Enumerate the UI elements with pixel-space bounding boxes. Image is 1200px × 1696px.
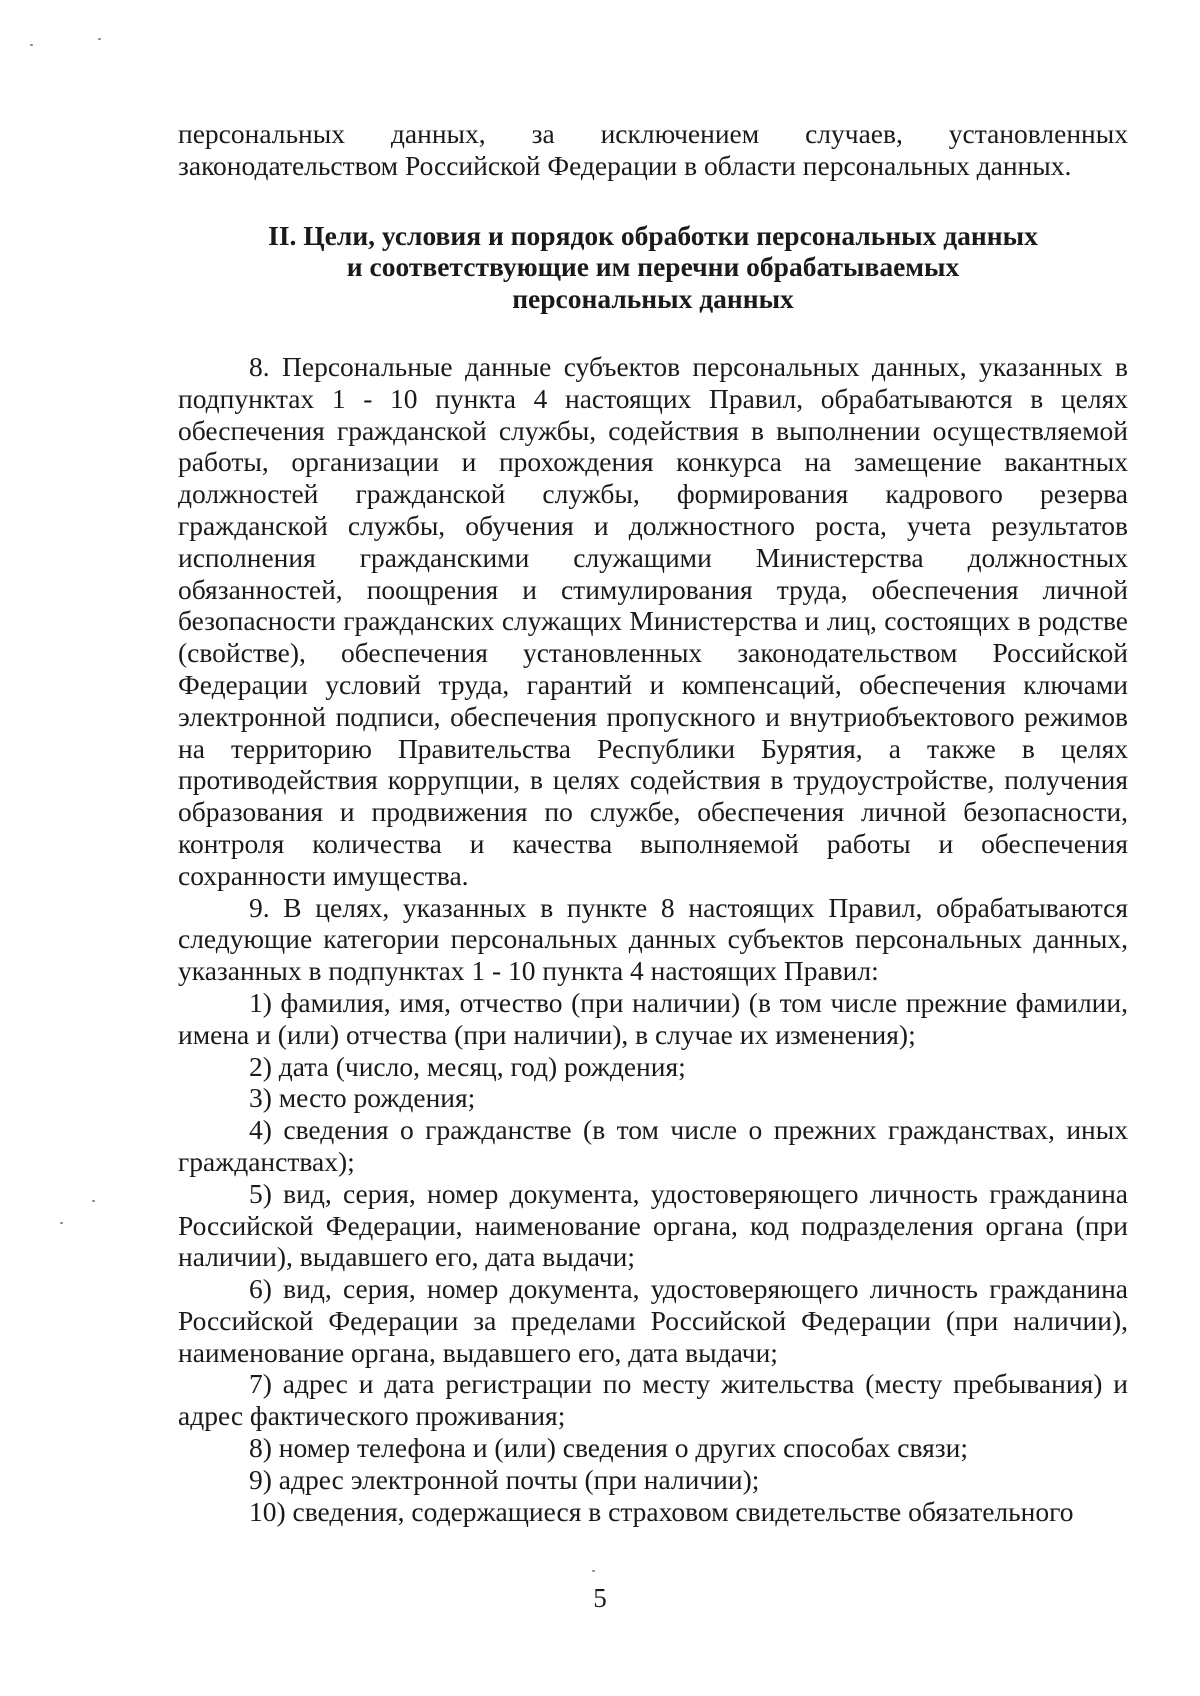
list-item-3: 3) место рождения; [249,1082,476,1114]
list-item-6: 6) вид, серия, номер документа, удостоверяющего личность гражданина Российской Федерации за пределами Российской Федерации (при наличии), наименование органа, выдавшего его, дата выдачи; [178,1273,1128,1368]
scan-speck [98,38,101,40]
scan-speck [92,1200,95,1202]
paragraph-8: 8. Персональные данные субъектов персональных данных, указанных в подпунктах 1 - 10 пункта 4 настоящих Правил, обрабатываются в целях обеспечения гражданской службы, содействия в выполнении осуществляемой работы, организации и прохождения конкурса на замещение вакантных должностей гражданской службы, формирования кадрового резерва гражданской службы, обучения и должностного роста, учета результатов исполнения гражданскими служащими Министерства должностных обязанностей, поощрения и стимулирования труда, обеспечения личной безопасности гражданских служащих Министерства и лиц, состоящих в родстве (свойстве), обеспечения установленных законодательством Российской Федерации условий труда, гарантий и компенсаций, обеспечения ключами электронной подписи, обеспечения пропускного и внутриобъектового режимов на территорию Правительства Республики Бурятия, а также в целях противодействия коррупции, в целях содействия в трудоустройстве, получения образования и продвижения по службе, обеспечения личной безопасности, контроля количества и качества выполняемой работы и обеспечения сохранности имущества. [178,350,1128,891]
list-item-10: 10) сведения, содержащиеся в страховом свидетельстве обязательного [249,1495,1074,1527]
scan-speck [30,44,33,46]
section-heading-line-1: II. Цели, условия и порядок обработки персональных данных [268,219,1038,251]
scan-speck [60,1222,63,1224]
list-item-1: 1) фамилия, имя, отчество (при наличии) (в том числе прежние фамилии, имена и (или) отчества (при наличии), в случае их изменения); [178,986,1128,1050]
list-item-4: 4) сведения о гражданстве (в том числе о прежних гражданствах, иных гражданствах); [178,1114,1128,1177]
list-item-7: 7) адрес и дата регистрации по месту жительства (месту пребывания) и адрес фактического проживания; [178,1368,1128,1432]
paragraph-9: 9. В целях, указанных в пункте 8 настоящих Правил, обрабатываются следующие категории персональных данных субъектов персональных данных, указанных в подпунктах 1 - 10 пункта 4 настоящих Правил: [178,891,1128,987]
list-item-2: 2) дата (число, месяц, год) рождения; [249,1050,686,1082]
list-item-9: 9) адрес электронной почты (при наличии); [249,1463,760,1495]
list-item-5: 5) вид, серия, номер документа, удостоверяющего личность гражданина Российской Федерации, наименование органа, код подразделения органа (при наличии), выдавшего его, дата выдачи; [178,1177,1128,1273]
section-heading [178,220,1128,315]
section-heading-line-2: и соответствующие им перечни обрабатываемых [346,251,960,283]
intro-paragraph: персональных данных, за исключением случаев, установленных законодательством Российской Федерации в области персональных данных. [178,118,1128,181]
list-item-8: 8) номер телефона и (или) сведения о других способах связи; [249,1432,968,1464]
document-page [178,118,1128,1527]
scan-speck [592,1570,595,1572]
page-number: 5 [593,1583,607,1613]
section-heading-line-3: персональных данных [512,283,794,315]
